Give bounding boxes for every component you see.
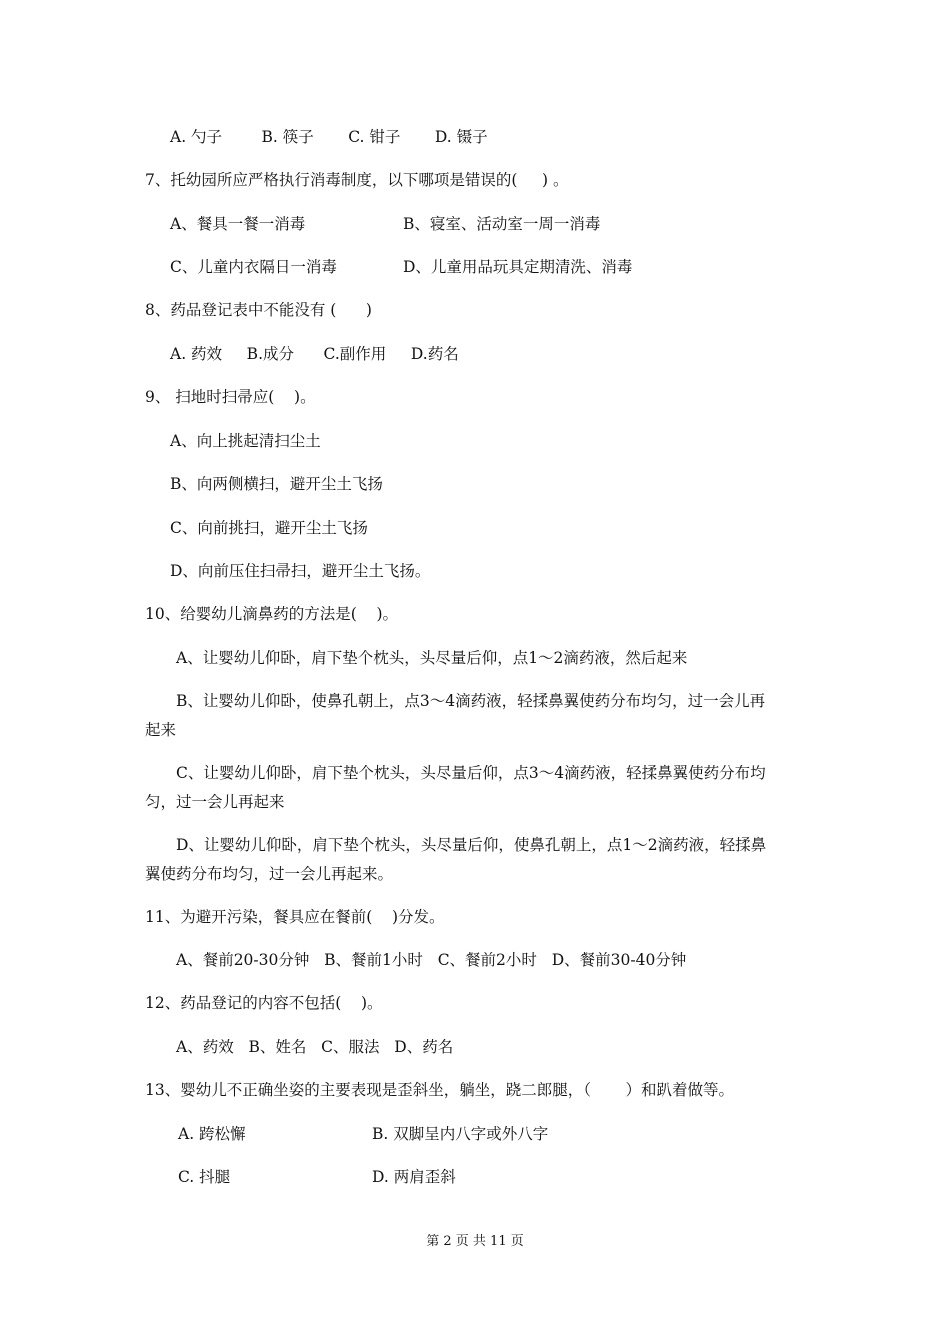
q10-option-a: A、让婴幼儿仰卧，肩下垫个枕头，头尽量后仰，点1～2滴药液，然后起来 xyxy=(176,649,688,667)
q10-option-b-line2: 起来 xyxy=(145,721,177,739)
q13-option-c: C. 抖腿 xyxy=(178,1168,231,1186)
q12-question: 12、药品登记的内容不包括( )。 xyxy=(145,994,383,1012)
q7-question: 7、托幼园所应严格执行消毒制度，以下哪项是错误的( ) 。 xyxy=(145,171,569,189)
q12-options: A、药效 B、姓名 C、服法 D、药名 xyxy=(176,1038,454,1056)
q13-option-a: A. 跨松懈 xyxy=(178,1125,246,1143)
q9-option-b: B、向两侧横扫，避开尘土飞扬 xyxy=(170,475,383,493)
q11-question: 11、为避开污染，餐具应在餐前( )分发。 xyxy=(145,908,445,926)
q7-option-c: C、儿童内衣隔日一消毒 xyxy=(170,258,337,276)
q13-option-d: D. 两肩歪斜 xyxy=(372,1168,456,1186)
q10-option-c-line1: C、让婴幼儿仰卧，肩下垫个枕头，头尽量后仰，点3～4滴药液，轻揉鼻翼使药分布均 xyxy=(176,764,766,782)
q7-option-b: B、寝室、活动室一周一消毒 xyxy=(403,215,601,233)
q13-question: 13、婴幼儿不正确坐姿的主要表现是歪斜坐，躺坐，跷二郎腿，（ ）和趴着做等。 xyxy=(145,1081,734,1099)
q9-option-a: A、向上挑起清扫尘土 xyxy=(170,432,321,450)
q10-option-d-line1: D、让婴幼儿仰卧，肩下垫个枕头，头尽量后仰，使鼻孔朝上，点1～2滴药液，轻揉鼻 xyxy=(176,836,767,854)
q9-question: 9、 扫地时扫帚应( )。 xyxy=(145,388,316,406)
q6-options: A. 勺子 B. 筷子 C. 钳子 D. 镊子 xyxy=(170,128,488,146)
q8-question: 8、药品登记表中不能没有 ( ) xyxy=(145,301,372,319)
q9-option-d: D、向前压住扫帚扫，避开尘土飞扬。 xyxy=(170,562,431,580)
q13-option-b: B. 双脚呈内八字或外八字 xyxy=(372,1125,549,1143)
q7-option-a: A、餐具一餐一消毒 xyxy=(170,215,306,233)
q9-option-c: C、向前挑扫，避开尘土飞扬 xyxy=(170,519,368,537)
q10-option-b-line1: B、让婴幼儿仰卧，使鼻孔朝上，点3～4滴药液，轻揉鼻翼使药分布均匀，过一会儿再 xyxy=(176,692,766,710)
q8-options: A. 药效 B.成分 C.副作用 D.药名 xyxy=(170,345,459,363)
page-number-footer: 第 2 页 共 11 页 xyxy=(426,1234,524,1249)
q7-option-d: D、儿童用品玩具定期清洗、消毒 xyxy=(403,258,633,276)
q10-question: 10、给婴幼儿滴鼻药的方法是( )。 xyxy=(145,605,399,623)
q10-option-c-line2: 匀，过一会儿再起来 xyxy=(145,793,285,811)
q10-option-d-line2: 翼使药分布均匀，过一会儿再起来。 xyxy=(145,865,394,883)
q11-options: A、餐前20-30分钟 B、餐前1小时 C、餐前2小时 D、餐前30-40分钟 xyxy=(176,951,687,969)
